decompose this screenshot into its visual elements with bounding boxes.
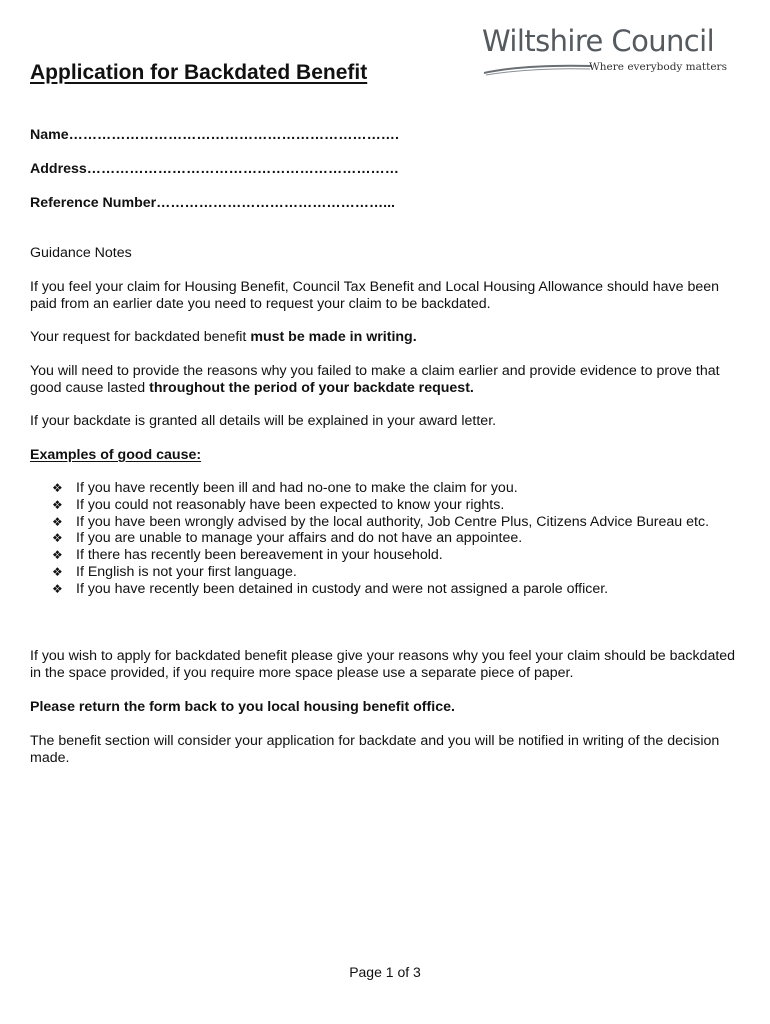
list-item: ❖ If you have recently been detained in custody and were not assigned a parole officer. (52, 580, 609, 597)
logo-name: Wiltshire Council (482, 24, 715, 58)
return-form-notice: Please return the form back to you local housing benefit office. (30, 699, 455, 715)
guidance-paragraph-1: If you feel your claim for Housing Benefit, Council Tax Benefit and Local Housing Allowance should have been paid from an earlier date you need to request your claim to be backdated. (30, 279, 720, 312)
name-dots: ……………………………………………………………. (68, 127, 399, 143)
guidance-paragraph-3 (30, 363, 745, 397)
guidance-paragraph-3-text: You will need to provide the reasons why you failed to make a claim earlier and provide evidence to prove that good cause lasted (30, 363, 720, 396)
list-item: ❖ If you have recently been ill and had no-one to make the claim for you. (52, 480, 518, 496)
logo-swoosh-icon (482, 60, 594, 76)
guidance-paragraph-2-text: Your request for backdated benefit (30, 329, 251, 345)
closing-paragraph-1: If you wish to apply for backdated benefit please give your reasons why you feel your claim should be backdated in the space provided, if you require more space please use a separate piece of paper. (30, 648, 736, 681)
guidance-heading: Guidance Notes (30, 245, 132, 261)
diamond-bullet-icon: ❖ (52, 481, 63, 495)
list-item: ❖ If there has recently been bereavement in your household. (52, 547, 443, 564)
address-dots: ………………………………………………………… (86, 161, 399, 177)
must-be-in-writing-text: must be made in writing. (250, 329, 417, 345)
page-title: Application for Backdated Benefit (30, 61, 368, 84)
address-field (30, 161, 399, 177)
wiltshire-council-logo (480, 24, 730, 80)
diamond-bullet-icon: ❖ (52, 548, 63, 563)
diamond-bullet-icon: ❖ (52, 497, 63, 512)
diamond-bullet-icon: ❖ (52, 514, 63, 529)
list-item: ❖ If you could not reasonably have been expected to know your rights. (52, 496, 505, 513)
diamond-bullet-icon: ❖ (52, 531, 63, 546)
name-label: Name (30, 127, 69, 143)
guidance-paragraph-4: If your backdate is granted all details will be explained in your award letter. (30, 413, 497, 429)
good-cause-list (51, 480, 731, 598)
reference-dots: …………………………………………... (156, 195, 395, 211)
page-number: Page 1 of 3 (349, 964, 421, 980)
logo-tagline: Where everybody matters (589, 61, 727, 73)
diamond-bullet-icon: ❖ (52, 581, 63, 596)
list-item: ❖ If English is not your first language. (52, 563, 297, 580)
name-field (30, 127, 399, 143)
address-label: Address (30, 161, 87, 177)
guidance-paragraph-2 (30, 329, 745, 346)
diamond-bullet-icon: ❖ (52, 564, 63, 579)
reference-number-field (30, 195, 395, 211)
list-item: ❖ If you have been wrongly advised by the local authority, Job Centre Plus, Citizens Advice Bureau etc. (52, 513, 710, 530)
closing-paragraph-3: The benefit section will consider your application for backdate and you will be notified in writing of the decision made. (30, 733, 720, 766)
list-item: ❖ If you are unable to manage your affairs and do not have an appointee. (52, 530, 523, 547)
examples-heading: Examples of good cause: (30, 447, 202, 463)
reference-label: Reference Number (30, 195, 157, 211)
throughout-period-text: throughout the period of your backdate request. (149, 380, 474, 396)
